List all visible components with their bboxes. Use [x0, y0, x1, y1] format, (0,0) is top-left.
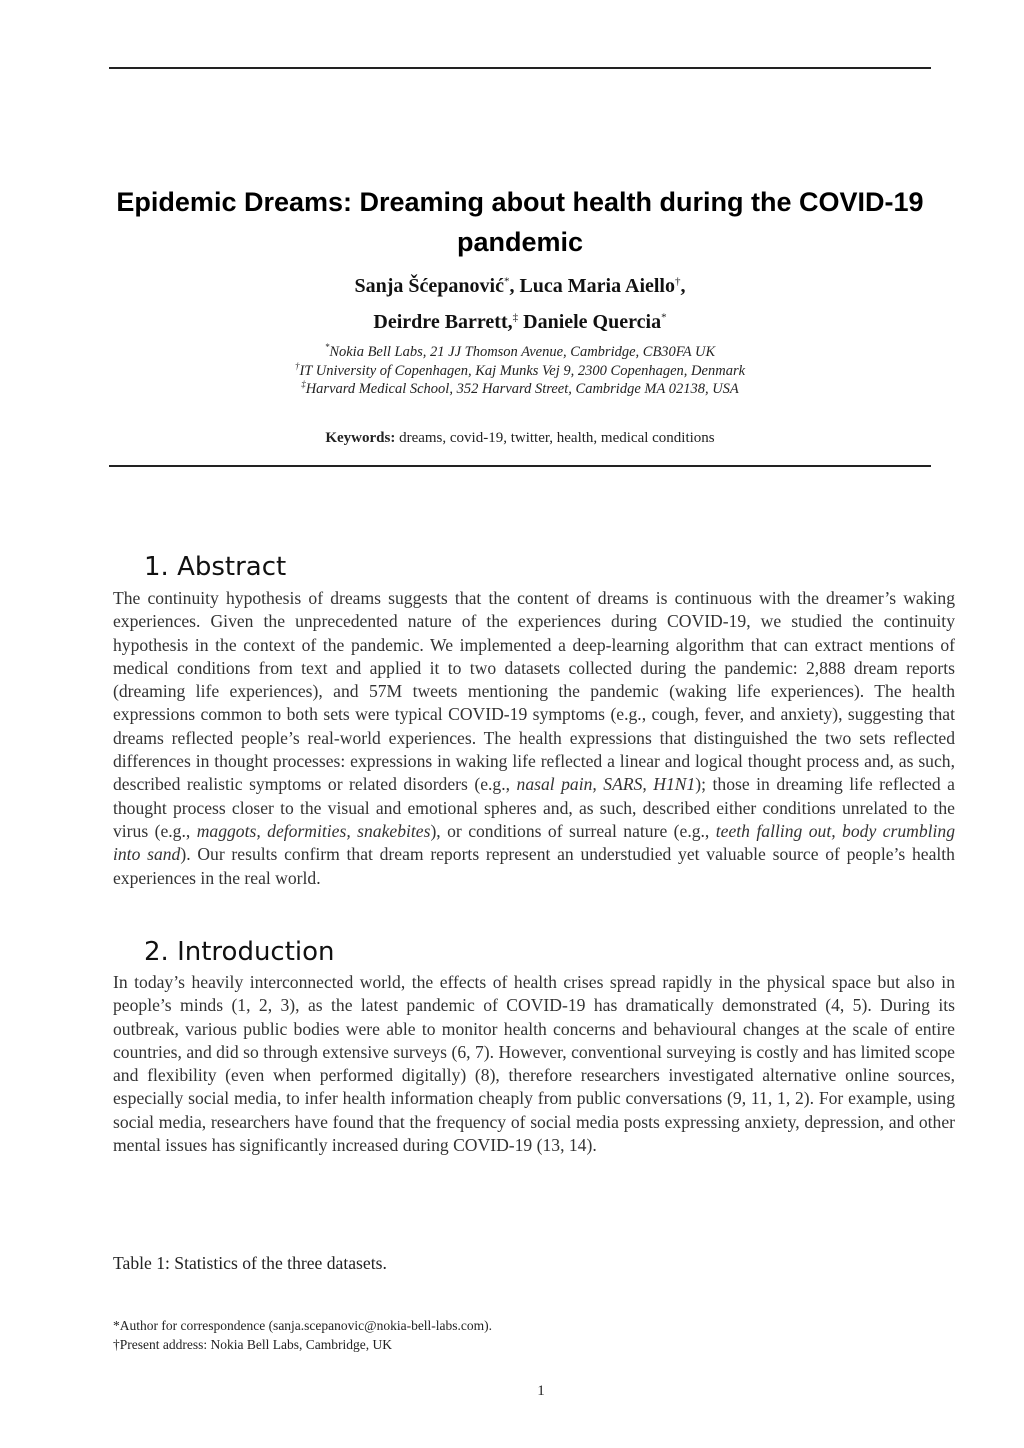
affiliation-text: Harvard Medical School, 352 Harvard Street, Cambridge MA 02138, USA: [305, 381, 739, 397]
author-mark: *: [661, 311, 667, 324]
keywords-label: Keywords:: [325, 430, 396, 446]
abstract-text-segment: ); those in dreaming life reflected a thought process closer to the visual and emotional spheres and, as such, described either conditions unrelated to the virus (e.g.,: [113, 774, 955, 841]
author-mark: †: [675, 275, 681, 288]
footnote: *Author for correspondence (sanja.scepanovic@nokia-bell-labs.com).: [113, 1318, 493, 1333]
author-name: Sanja Šćepanović: [354, 275, 504, 297]
footnotes: [113, 1317, 492, 1354]
abstract-text-segment: The continuity hypothesis of dreams suggests that the content of dreams is continuous with the dreamer’s waking experiences. Given the unprecedented nature of the experiences during COVID-19, we studied the continuity hypothesis in the context of the pandemic. We implemented a deep-learning algorithm that can extract mentions of medical conditions from text and applied it to two datasets collected during the pandemic: 2,888 dream reports (dreaming life experiences), and 57M tweets mentioning the pandemic (waking life experiences). The health expressions common to both sets were typical COVID-19 symptoms (e.g., cough, fever, and anxiety), suggesting that dreams reflected people’s real-world experiences. The health expressions that distinguished the two sets reflected differences in thought processes: expressions in waking life reflected a linear and logical thought process and, as such, described realistic symptoms or related disorders (e.g.,: [113, 588, 955, 795]
affiliation-text: IT University of Copenhagen, Kaj Munks Vej 9, 2300 Copenhagen, Denmark: [299, 362, 746, 379]
header-rule: [109, 465, 931, 467]
affiliation-line: [100, 380, 940, 399]
author-line-1: [100, 268, 940, 304]
author-list: [100, 268, 940, 340]
affiliation-text: Nokia Bell Labs, 21 JJ Thomson Avenue, Cambridge, CB30FA UK: [329, 344, 716, 360]
abstract-text-segment: ), or conditions of surreal nature (e.g.,: [430, 820, 716, 841]
author-line-2: [100, 304, 940, 340]
affiliation-mark: ‡: [301, 379, 306, 390]
affiliation-line: [100, 362, 940, 381]
affiliation-mark: *: [324, 342, 330, 353]
abstract-italic-segment: teeth falling out, body crumbling into sand: [113, 820, 955, 865]
author-separator: ,: [509, 275, 520, 297]
author-separator: ,: [680, 275, 686, 297]
top-rule: [109, 67, 931, 69]
author-name: Luca Maria Aiello: [519, 275, 675, 297]
affiliation-line: [100, 343, 940, 362]
paper-title: Epidemic Dreams: Dreaming about health during the COVID-19 pandemic: [116, 187, 924, 257]
page-number: 1: [537, 1383, 545, 1399]
abstract-italic-segment: maggots, deformities, snakebites: [196, 820, 431, 841]
abstract-italic-segment: nasal pain, SARS, H1N1: [516, 774, 696, 795]
author-mark: ‡: [512, 311, 519, 324]
author-name: Deirdre Barrett,: [373, 311, 513, 333]
introduction-heading: 2. Introduction: [144, 936, 335, 967]
abstract-text-segment: ). Our results confirm that dream reports represent an understudied yet valuable source of people’s health experiences in the real world.: [113, 844, 955, 888]
introduction-paragraph: In today’s heavily interconnected world, the effects of health crises spread rapidly in the physical space but also in people’s minds (1, 2, 3), as the latest pandemic of COVID-19 has dramatically demonstrated (4, 5). During its outbreak, various public bodies were able to monitor health concerns and behavioural changes at the scale of entire countries, and did so through extensive surveys (6, 7). However, conventional surveying is costly and has limited scope and flexibility (even when performed digitally) (8), therefore researchers investigated alternative online sources, especially social media, to infer health information cheaply from public conversations (9, 11, 1, 2). For example, using social media, researchers have found that the frequency of social media posts expressing anxiety, depression, and other mental issues has significantly increased during COVID-19 (13, 14).: [113, 972, 955, 1156]
affiliation-mark: †: [294, 360, 300, 371]
author-mark: *: [503, 275, 510, 288]
author-name: Daniele Quercia: [518, 311, 662, 333]
keywords-text: dreams, covid-19, twitter, health, medical conditions: [395, 430, 715, 446]
keywords: [100, 428, 940, 448]
footnote: †Present address: Nokia Bell Labs, Cambridge, UK: [113, 1336, 392, 1352]
abstract-paragraph: [113, 587, 955, 890]
table-caption: Table 1: Statistics of the three datasets.: [113, 1253, 387, 1273]
abstract-heading: 1. Abstract: [144, 551, 287, 582]
affiliations: [100, 343, 940, 399]
